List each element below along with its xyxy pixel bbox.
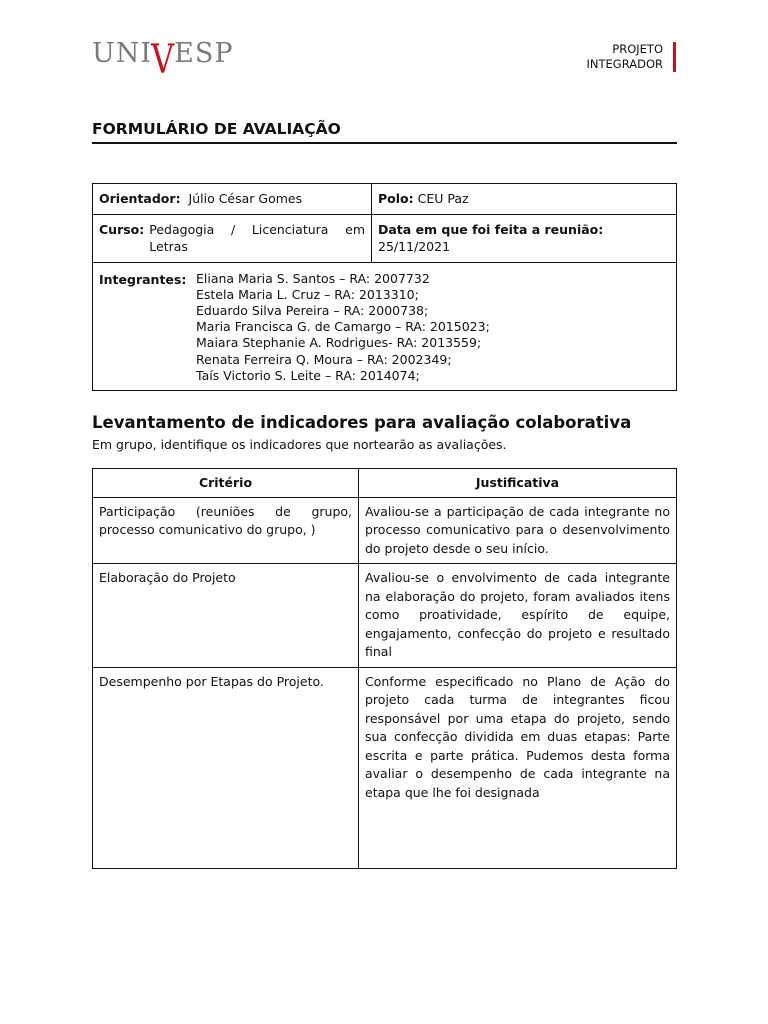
polo-cell <box>372 184 677 215</box>
table-row <box>93 667 677 868</box>
curso-cell <box>93 214 372 262</box>
logo-v-mark: V <box>151 35 176 83</box>
header-justificativa: Justificativa <box>359 469 677 498</box>
info-row-integrantes <box>93 262 677 390</box>
logo-text-left: UNI <box>92 38 153 69</box>
orientador-cell <box>93 184 372 215</box>
criteria-table <box>92 468 677 869</box>
section-subtitle: Em grupo, identifique os indicadores que nortearão as avaliações. <box>92 437 507 452</box>
integrante-item: Maiara Stephanie A. Rodrigues- RA: 2013559; <box>196 335 482 351</box>
criterio-cell: Participação (reuniões de grupo, processo comunicativo do grupo, ) <box>93 497 359 564</box>
integrante-item: Taís Victorio S. Leite – RA: 2014074; <box>196 367 420 383</box>
integrante-item: Maria Francisca G. de Camargo – RA: 2015023; <box>196 319 490 335</box>
info-row-orientador <box>93 184 677 215</box>
header-label-line2: INTEGRADOR <box>586 57 663 71</box>
integrantes-list <box>196 271 490 384</box>
criteria-header-row <box>93 469 677 498</box>
info-row-curso <box>93 214 677 262</box>
justificativa-cell: Avaliou-se o envolvimento de cada integrante na elaboração do projeto, foram avaliados itens como proatividade, espírito de equipe, engajamento, confecção do projeto e resultado final <box>359 564 677 668</box>
data-reuniao-cell <box>372 214 677 262</box>
integrantes-label: Integrantes: <box>99 271 187 287</box>
orientador-value: Júlio César Gomes <box>188 191 303 206</box>
header-label <box>587 42 677 72</box>
integrante-item: Estela Maria L. Cruz – RA: 2013310; <box>196 286 419 302</box>
data-reuniao-value: 25/11/2021 <box>378 239 451 254</box>
data-reuniao-label: Data em que foi feita a reunião: <box>378 221 604 237</box>
header-label-line1: PROJETO <box>612 42 663 56</box>
polo-label: Polo: <box>378 191 414 206</box>
logo-text-right: ESP <box>174 38 234 69</box>
curso-value: Pedagogia / Licenciatura em Letras <box>149 221 365 254</box>
integrantes-cell <box>93 262 677 390</box>
table-row <box>93 564 677 668</box>
criterio-cell: Elaboração do Projeto <box>93 564 359 668</box>
orientador-label: Orientador: <box>99 191 181 206</box>
integrante-item: Renata Ferreira Q. Moura – RA: 2002349; <box>196 351 452 367</box>
justificativa-cell: Conforme especificado no Plano de Ação do projeto cada turma de integrantes ficou responsável por uma etapa do projeto, sendo sua confecção dividida em duas etapas: Parte escrita e parte prática. Pudemos desta forma avaliar o desempenho de cada integrante na etapa que lhe foi designada <box>359 667 677 868</box>
section-title: Levantamento de indicadores para avaliação colaborativa <box>92 413 632 432</box>
justificativa-cell: Avaliou-se a participação de cada integrante no processo comunicativo para o desenvolvimento do projeto desde o seu início. <box>359 497 677 564</box>
integrante-item: Eliana Maria S. Santos – RA: 2007732 <box>196 270 430 286</box>
info-table <box>92 183 677 391</box>
document-title: FORMULÁRIO DE AVALIAÇÃO <box>92 120 677 144</box>
polo-value: CEU Paz <box>417 191 469 206</box>
table-row <box>93 497 677 564</box>
header-criterio: Critério <box>93 469 359 498</box>
curso-label: Curso: <box>99 221 145 237</box>
univesp-logo <box>92 35 234 83</box>
criterio-cell: Desempenho por Etapas do Projeto. <box>93 667 359 868</box>
integrante-item: Eduardo Silva Pereira – RA: 2000738; <box>196 302 429 318</box>
